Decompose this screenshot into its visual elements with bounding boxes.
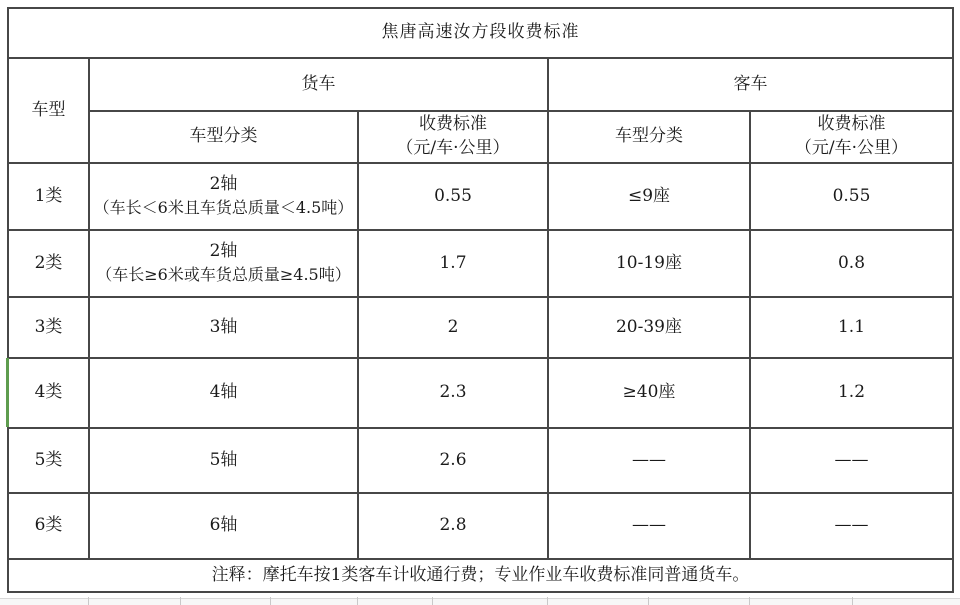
footnote-text: 注释：摩托车按1类客车计收通行费；专业作业车收费标准同普通货车。 xyxy=(8,559,953,592)
table-row xyxy=(8,230,953,297)
header-bus-rate xyxy=(750,111,953,163)
vehicle-class-cell: 4类 xyxy=(8,358,89,428)
vehicle-class-cell: 1类 xyxy=(8,163,89,230)
truck-rate-cell: 2 xyxy=(358,297,548,358)
page-title: 焦唐高速汝方段收费标准 xyxy=(8,8,953,58)
vehicle-class-cell: 2类 xyxy=(8,230,89,297)
header-truck-category: 车型分类 xyxy=(89,111,358,163)
truck-category-cell xyxy=(89,230,358,297)
bottom-grid-tick xyxy=(749,597,750,605)
truck-rate-cell: 2.6 xyxy=(358,428,548,493)
bottom-grid-tick xyxy=(432,597,433,605)
bus-category-cell: 20-39座 xyxy=(548,297,750,358)
truck-category-cell xyxy=(89,163,358,230)
table-row xyxy=(8,428,953,493)
bottom-grid-tick xyxy=(648,597,649,605)
note-row xyxy=(8,559,953,592)
truck-rate-cell: 0.55 xyxy=(358,163,548,230)
rate-header-line2: （元/车·公里） xyxy=(794,138,909,158)
truck-category-line1: 2轴 xyxy=(209,241,238,262)
truck-rate-cell: 2.8 xyxy=(358,493,548,559)
bus-rate-cell: 1.2 xyxy=(750,358,953,428)
bottom-grid-tick xyxy=(88,597,89,605)
bus-category-cell: 10-19座 xyxy=(548,230,750,297)
bus-rate-cell: 1.1 xyxy=(750,297,953,358)
bottom-grid-tick xyxy=(180,597,181,605)
truck-category-cell xyxy=(89,428,358,493)
truck-category-line1: 6轴 xyxy=(209,515,238,536)
header-truck-rate xyxy=(358,111,548,163)
bottom-grid-tick xyxy=(547,597,548,605)
bus-rate-cell: —— xyxy=(750,428,953,493)
toll-rate-table xyxy=(7,7,954,593)
bus-category-cell: —— xyxy=(548,428,750,493)
rate-header-line2: （元/车·公里） xyxy=(396,138,510,158)
truck-category-cell xyxy=(89,297,358,358)
table-row xyxy=(8,297,953,358)
truck-category-line1: 4轴 xyxy=(209,382,238,403)
truck-category-line2: （车长≥6米或车货总质量≥4.5吨） xyxy=(96,265,351,285)
bottom-sheet-band xyxy=(0,599,960,605)
truck-category-line1: 3轴 xyxy=(209,316,238,337)
truck-category-cell xyxy=(89,358,358,428)
bottom-gridline xyxy=(0,598,960,599)
truck-category-line2: （车长＜6米且车货总质量＜4.5吨） xyxy=(93,198,354,218)
vehicle-class-cell: 6类 xyxy=(8,493,89,559)
bottom-grid-tick xyxy=(270,597,271,605)
header-bus-category: 车型分类 xyxy=(548,111,750,163)
vehicle-class-cell: 3类 xyxy=(8,297,89,358)
header-bus-group: 客车 xyxy=(548,58,953,111)
truck-category-line1: 5轴 xyxy=(209,449,238,470)
bus-rate-cell: 0.8 xyxy=(750,230,953,297)
header-vehicle-type: 车型 xyxy=(8,58,89,163)
bottom-grid-tick xyxy=(852,597,853,605)
table-row xyxy=(8,163,953,230)
table-row xyxy=(8,493,953,559)
title-row xyxy=(8,8,953,58)
bus-category-cell: ≥40座 xyxy=(548,358,750,428)
bottom-grid-tick xyxy=(357,597,358,605)
bus-category-cell: —— xyxy=(548,493,750,559)
bus-category-cell: ≤9座 xyxy=(548,163,750,230)
bus-rate-cell: 0.55 xyxy=(750,163,953,230)
rate-header-line1: 收费标准 xyxy=(419,114,487,135)
header-sub-row xyxy=(8,111,953,163)
table-row xyxy=(8,358,953,428)
truck-category-line1: 2轴 xyxy=(209,174,238,195)
bus-rate-cell: —— xyxy=(750,493,953,559)
header-group-row xyxy=(8,58,953,111)
truck-rate-cell: 1.7 xyxy=(358,230,548,297)
header-truck-group: 货车 xyxy=(89,58,548,111)
truck-category-cell xyxy=(89,493,358,559)
rate-header-line1: 收费标准 xyxy=(817,114,886,135)
row4-green-accent-line xyxy=(6,358,9,427)
truck-rate-cell: 2.3 xyxy=(358,358,548,428)
vehicle-class-cell: 5类 xyxy=(8,428,89,493)
